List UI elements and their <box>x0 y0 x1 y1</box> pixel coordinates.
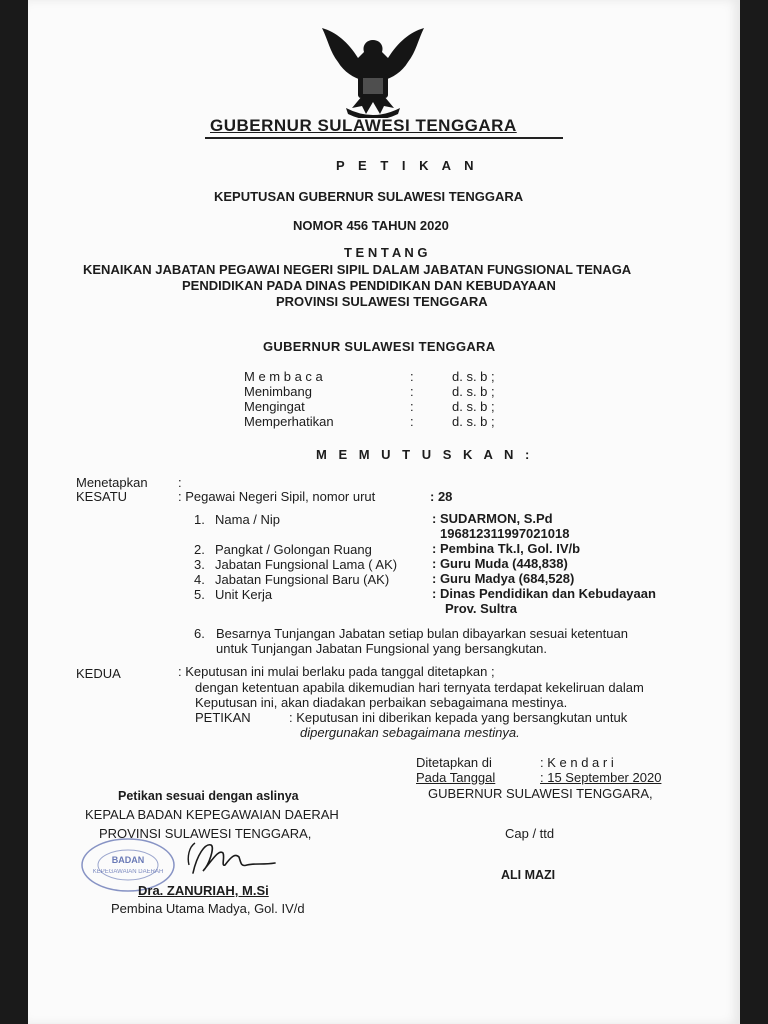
ditetapkan-value: : K e n d a r i <box>540 755 614 770</box>
stamp-text: BADAN <box>111 855 145 865</box>
kedua-label: KEDUA <box>76 666 121 681</box>
consideration-colon: : <box>410 384 414 399</box>
consideration-value: d. s. b ; <box>452 384 495 399</box>
item-label: Nama / Nip <box>215 512 281 527</box>
item-number: 5. <box>194 587 205 602</box>
kedua-line1: : Keputusan ini mulai berlaku pada tanggal ditetapkan ; <box>178 664 495 679</box>
petikan-label: PETIKAN <box>195 710 251 725</box>
memutuskan-heading: M E M U T U S K A N : <box>316 447 534 462</box>
consideration-label: Memperhatikan <box>244 414 334 429</box>
item-value: : SUDARMON, S.Pd <box>432 511 553 526</box>
cap-ttd: Cap / ttd <box>505 826 555 841</box>
kedua-line2: dengan ketentuan apabila dikemudian hari ternyata terdapat kekeliruan dalam <box>195 680 644 695</box>
nomor-urut: : 28 <box>430 489 453 504</box>
consideration-value: d. s. b ; <box>452 414 495 429</box>
nomor-heading: NOMOR 456 TAHUN 2020 <box>293 218 449 233</box>
garuda-emblem-icon <box>318 22 428 118</box>
kedua-line3: Keputusan ini, akan diadakan perbaikan sebagaimana mestinya. <box>195 695 568 710</box>
handwritten-signature-icon <box>175 835 285 880</box>
item-value: : Pembina Tk.I, Gol. IV/b <box>432 541 581 556</box>
menetapkan-colon: : <box>178 475 182 490</box>
left-signature-line2: KEPALA BADAN KEPEGAWAIAN DAERAH <box>85 807 339 822</box>
kesatu-label: KESATU <box>76 489 128 504</box>
stamp-text: KEPEGAWAIAN DAERAH <box>92 869 164 875</box>
item-label: Unit Kerja <box>215 587 273 602</box>
left-signatory-rank: Pembina Utama Madya, Gol. IV/d <box>111 901 305 916</box>
menetapkan-label: Menetapkan <box>76 475 148 490</box>
ditetapkan-label: Ditetapkan di <box>416 755 492 770</box>
consideration-value: d. s. b ; <box>452 369 495 384</box>
tentang-heading: T E N T A N G <box>344 245 428 260</box>
right-signature-title: GUBERNUR SULAWESI TENGGARA, <box>428 786 653 801</box>
subject-line-3: PROVINSI SULAWESI TENGGARA <box>276 294 488 309</box>
subject-line-2: PENDIDIKAN PADA DINAS PENDIDIKAN DAN KEBUDAYAAN <box>182 278 556 293</box>
item-label: Jabatan Fungsional Baru (AK) <box>215 572 390 587</box>
subject-line-1: KENAIKAN JABATAN PEGAWAI NEGERI SIPIL DALAM JABATAN FUNGSIONAL TENAGA <box>83 262 632 277</box>
item-number: 2. <box>194 542 205 557</box>
item-number: 1. <box>194 512 205 527</box>
item6-line1: Besarnya Tunjangan Jabatan setiap bulan dibayarkan sesuai ketentuan <box>216 626 628 641</box>
kesatu-intro: : Pegawai Negeri Sipil, nomor urut <box>178 489 376 504</box>
governor-heading: GUBERNUR SULAWESI TENGGARA <box>263 339 496 354</box>
item-value: : Guru Muda (448,838) <box>432 556 568 571</box>
left-signature-line3: PROVINSI SULAWESI TENGGARA, <box>99 826 312 841</box>
item-value-line2: Prov. Sultra <box>445 601 518 616</box>
consideration-value: d. s. b ; <box>452 399 495 414</box>
title-rule <box>205 137 563 139</box>
left-signature-line1: Petikan sesuai dengan aslinya <box>118 789 299 803</box>
left-signatory-name: Dra. ZANURIAH, M.Si <box>138 883 269 898</box>
consideration-colon: : <box>410 414 414 429</box>
consideration-colon: : <box>410 369 414 384</box>
page-title: GUBERNUR SULAWESI TENGGARA <box>210 116 517 135</box>
consideration-label: M e m b a c a <box>244 369 323 384</box>
item-label: Pangkat / Golongan Ruang <box>215 542 372 557</box>
petikan-heading: P E T I K A N <box>336 158 479 173</box>
petikan-line2: dipergunakan sebagaimana mestinya. <box>300 725 520 740</box>
consideration-label: Mengingat <box>244 399 305 414</box>
item-number: 6. <box>194 626 205 641</box>
governor-name: ALI MAZI <box>501 868 556 882</box>
tanggal-label: Pada Tanggal <box>416 770 496 785</box>
item-value-nip: 196812311997021018 <box>440 526 570 541</box>
consideration-label: Menimbang <box>244 384 312 399</box>
tanggal-value: : 15 September 2020 <box>540 770 662 785</box>
item-value: : Dinas Pendidikan dan Kebudayaan <box>432 586 656 601</box>
item-label: Jabatan Fungsional Lama ( AK) <box>215 557 398 572</box>
item-number: 3. <box>194 557 205 572</box>
item-number: 4. <box>194 572 205 587</box>
petikan-line1: : Keputusan ini diberikan kepada yang bersangkutan untuk <box>289 710 628 725</box>
item6-line2: untuk Tunjangan Jabatan Fungsional yang bersangkutan. <box>216 641 548 656</box>
consideration-colon: : <box>410 399 414 414</box>
item-value: : Guru Madya (684,528) <box>432 571 575 586</box>
keputusan-heading: KEPUTUSAN GUBERNUR SULAWESI TENGGARA <box>214 189 524 204</box>
